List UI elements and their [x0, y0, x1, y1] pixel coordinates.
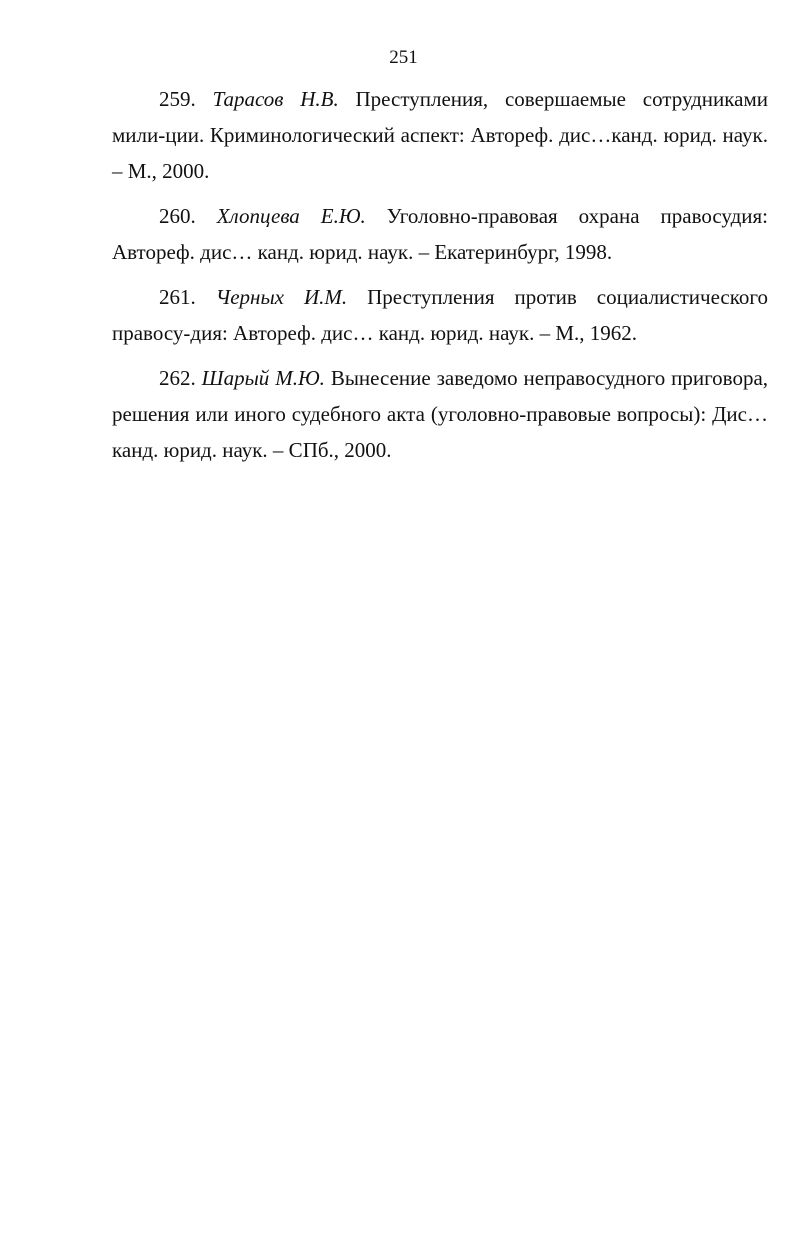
reference-author: Шарый М.Ю.	[201, 366, 325, 390]
reference-item	[112, 198, 768, 270]
reference-text: Преступления, совершаемые сотрудниками мили-ции. Криминологический аспект: Автореф. дис…канд. юрид. наук. – М., 2000.	[112, 87, 769, 183]
reference-list	[112, 81, 768, 477]
reference-number: 261.	[159, 285, 196, 309]
reference-author: Хлопцева Е.Ю.	[216, 204, 366, 228]
reference-number: 260.	[159, 204, 196, 228]
reference-item	[112, 81, 768, 189]
reference-text: Вынесение заведомо неправосудного приговора, решения или иного судебного акта (уголовно-правовые вопросы): Дис… канд. юрид. наук. – СПб., 2000.	[112, 366, 769, 462]
reference-number: 259.	[159, 87, 196, 111]
reference-author: Тарасов Н.В.	[212, 87, 339, 111]
reference-item	[112, 279, 768, 351]
reference-text: Уголовно-правовая охрана правосудия: Автореф. дис… канд. юрид. наук. – Екатеринбург, 1998.	[112, 204, 768, 264]
page-number: 251	[389, 47, 418, 68]
reference-item	[112, 360, 768, 468]
reference-number: 262.	[159, 366, 196, 390]
reference-text: Преступления против социалистического правосу-дия: Автореф. дис… канд. юрид. наук. – М., 1962.	[112, 285, 768, 345]
reference-author: Черных И.М.	[215, 285, 348, 309]
